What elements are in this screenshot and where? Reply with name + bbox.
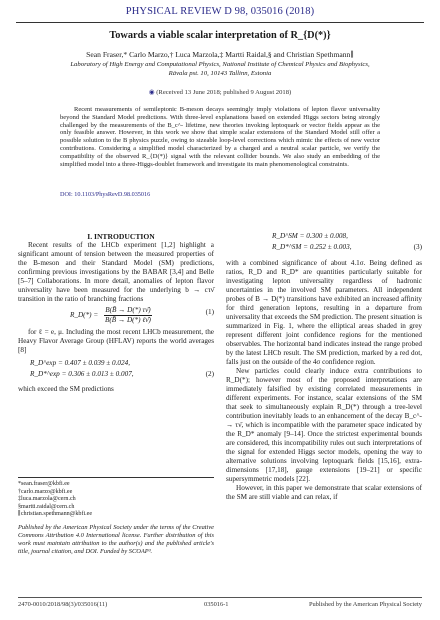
footnote[interactable]: *sean.fraser@kbfi.ee bbox=[18, 481, 70, 487]
footer-page-number: 035016-1 bbox=[204, 601, 229, 608]
footer-issn: 2470-0010/2018/98(3)/035016(11) bbox=[18, 601, 108, 608]
right-paragraph-1: with a combined significance of about 4.1σ. Being defined as ratios, R_D and R_D* are quantities particularly suitable for investigating lepton universality regardless of hadronic uncertainties in the involved SM parameters. All independent probes of B → D(*) transitions have exhibited an increased affinity for third generation leptons, resulting in a departure from universality that exceeds the SM prediction. The present situation is summarized in Fig. 1, where the elliptical areas shaded in grey represent different joint confidence regions for the mentioned observables. The horizontal band indicates instead the range probed by the latest LHCb result. The SM prediction, marked by a red dot, falls just on the outside of the 4σ confidence region. bbox=[226, 259, 422, 366]
equation-1-lhs: R_D(*) = bbox=[70, 311, 99, 320]
equation-2b-body: R_D*^exp = 0.306 ± 0.013 ± 0.007, bbox=[30, 370, 134, 378]
footer-rule bbox=[18, 597, 422, 598]
section-heading: I. INTRODUCTION bbox=[87, 232, 155, 241]
footnotes bbox=[18, 477, 214, 519]
running-head: PHYSICAL REVIEW D 98, 035016 (2018) bbox=[125, 6, 315, 17]
intro-paragraph-1: Recent results of the LHCb experiment [1,2] highlight a significant amount of tension between the measured properties of the B-meson and their Standard Model (SM) predictions, confirming previous investigations by the BABAR [3,4] and Belle [5–7] Collaborations. In more detail, anomalies of lepton flavor universality have been measured for the underlying b → cτν̄ transition in the ratio of branching fractions bbox=[18, 241, 214, 303]
author-list: Sean Fraser,* Carlo Marzo,† Luca Marzola,‡ Martti Raidal,§ and Christian Spethmann∥ bbox=[86, 50, 354, 59]
abstract: Recent measurements of semileptonic B-meson decays seemingly imply violations of lepton flavor universality beyond the Standard Model predictions. With three-level explanations based on extended Higgs sectors being strongly challenged by the measurements of the B_c^- lifetime, new theories invoking leptoquark or vector fields appear as the only feasible answer. However, in this work we show that simple scalar extensions of the Standard Model still offer a possible solution to the B physics puzzle, owing to sizeable loop-level corrections which mimic the effects of new vector contributions. Considering a simplified model characterized by a charged and a neutral scalar particle, we verify the compatibility of the observed R_{D(*)} signal with the relevant collider bounds. We also study an embedding of the simplified model into a three-Higgs-doublet framework and investigate its main phenomenological constraints. bbox=[60, 106, 380, 168]
equation-1-body bbox=[70, 306, 152, 325]
paper-title: Towards a viable scalar interpretation of R_{D(*)} bbox=[109, 30, 331, 41]
equation-2b bbox=[18, 370, 214, 381]
equation-3b-body: R_D*^SM = 0.252 ± 0.003, bbox=[272, 243, 352, 251]
equation-3-tag: (3) bbox=[413, 243, 422, 251]
left-column bbox=[18, 232, 214, 394]
equation-2-tag: (2) bbox=[205, 370, 214, 378]
right-column bbox=[226, 232, 422, 502]
equation-2a bbox=[18, 359, 214, 370]
license-notice: Published by the American Physical Society under the terms of the Creative Commons Attribution 4.0 International license. Further distribution of this work must maintain attribution to the author(s) and the published article's title, journal citation, and DOI. Funded by SCOAP³. bbox=[18, 524, 214, 555]
footnote[interactable]: †carlo.marzo@kbfi.ee bbox=[18, 488, 73, 495]
equation-1-fraction bbox=[104, 306, 152, 325]
equation-1-numerator: B(B̄ → D(*) τν̄) bbox=[105, 306, 151, 314]
header-rule bbox=[16, 22, 424, 23]
footnote[interactable]: §martti.raidal@cern.ch bbox=[18, 503, 75, 510]
footnote[interactable]: ‡luca.marzola@cern.ch bbox=[18, 496, 76, 503]
affiliation: Laboratory of High Energy and Computational Physics, National Institute of Chemical Physics and Biophysics, Rävala pst. 10, 10143 Tallinn, Estonia bbox=[70, 61, 370, 77]
received-dates bbox=[0, 88, 440, 96]
right-paragraph-2: New particles could clearly induce extra contributions to R_D(*); however most of the proposed interpretations are immediately falsified by existing correlated measurements in different experiments. For instance, scalar extensions of the SM that seek to simultaneously explain R_D(*) through a tree-level contribution inevitably leads to an enhancement of the decay B_c^- → τν̄, which is incompatible with the parameter space indicated by the R_D* anomaly [9–14]. Once the strictest experimental bounds are considered, this incompatibility rules out such interpretations of the signal for extended Higgs sector models, opening the way to alternative solutions involving leptoquark fields [15,16], extra-dimensions [17,18], gauge extensions [19–21] or specific supersymmetric models [22]. bbox=[226, 367, 422, 483]
right-paragraph-3: However, in this paper we demonstrate that scalar extensions of the SM are still viable and can relax, if bbox=[226, 484, 422, 501]
received-text: (Received 13 June 2018; published 9 August 2018) bbox=[156, 89, 292, 96]
equation-3a bbox=[226, 232, 422, 243]
equation-1 bbox=[18, 304, 214, 324]
equation-1-denominator: B(B̄ → D(*) ℓν̄) bbox=[105, 316, 151, 324]
equation-3a-body: R_D^SM = 0.300 ± 0.008, bbox=[272, 232, 348, 240]
footer-publisher: Published by the American Physical Society bbox=[308, 601, 422, 608]
intro-paragraph-3: which exceed the SM predictions bbox=[18, 385, 114, 393]
footnote[interactable]: ∥christian.spethmann@kbfi.ee bbox=[18, 511, 93, 518]
equation-3b bbox=[226, 243, 422, 254]
equation-2a-body: R_D^exp = 0.407 ± 0.039 ± 0.024, bbox=[30, 359, 131, 367]
doi-link[interactable]: DOI: 10.1103/PhysRevD.98.035016 bbox=[60, 191, 151, 198]
intro-paragraph-2: for ℓ = e, μ. Including the most recent LHCb measurement, the Heavy Flavor Average Group (HFLAV) reports the world averages [8] bbox=[18, 328, 214, 354]
crossmark-icon[interactable]: ◉ bbox=[148, 89, 155, 96]
equation-1-tag: (1) bbox=[205, 308, 214, 316]
